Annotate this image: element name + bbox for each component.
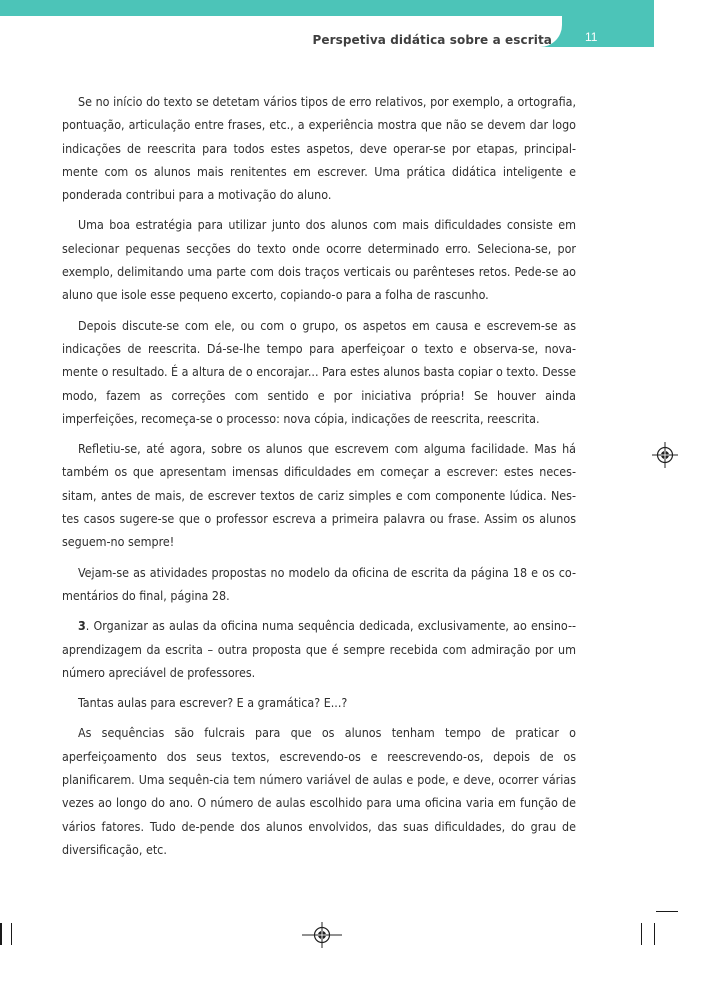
paragraph-7: Tantas aulas para escrever? E a gramática? E...? [78, 695, 348, 711]
crop-mark [641, 923, 642, 945]
item-text: . Organizar as aulas da oficina numa sequência dedicada, exclusivamente, ao ensino--aprendizagem da escrita – outra proposta que é sempre recebida com admiração por um número apreciável de professores. [62, 618, 576, 680]
crosshair-registration-icon [652, 442, 678, 468]
body-text [62, 90, 576, 868]
paragraph-8: As sequências são fulcrais para que os alunos tenham tempo de praticar o aperfeiçoamento dos seus textos, escrevendo-os e reescrevendo-os, depois de os planificarem. Uma sequên-cia tem número variável de aulas e pode, e deve, ocorrer várias vezes ao longo do ano. O número de aulas escolhido para uma oficina varia em função de vários fatores. Tudo de-pende dos alunos envolvidos, das suas dificuldades, do grau de diversificação, etc. [62, 725, 576, 857]
crosshair-registration-icon [302, 922, 342, 948]
paragraph-4: Refletiu-se, até agora, sobre os alunos que escrevem com alguma facilidade. Mas há também os que apresentam imensas dificuldades em começar a escrever: estes neces-sitam, antes de mais, de escrever textos de cariz simples e com componente lúdica. Nes-tes casos sugere-se que o professor escreva a primeira palavra ou frase. Assim os alunos seguem-no sempre! [62, 441, 576, 550]
paragraph-5: Vejam-se as atividades propostas no modelo da oficina de escrita da página 18 e os co-mentários do final, página 28. [62, 564, 576, 603]
paragraph-1: Se no início do texto se detetam vários tipos de erro relativos, por exemplo, a ortografia, pontuação, articulação entre frases, etc., a experiência mostra que não se devem dar logo indicações de reescrita para todos estes aspetos, deve operar-se por etapas, principal-mente com os alunos mais renitentes em escrever. Uma prática didática inteligente e ponderada contribui para a motivação do aluno. [62, 94, 576, 203]
crop-mark [654, 923, 655, 945]
crop-mark [0, 923, 2, 945]
paragraph-6 [62, 614, 576, 684]
crop-mark [656, 911, 678, 912]
running-header-title: Perspetiva didática sobre a escrita [312, 33, 552, 47]
page-number: 11 [585, 30, 598, 44]
header-band [0, 0, 654, 16]
paragraph-3: Depois discute-se com ele, ou com o grupo, os aspetos em causa e escrevem-se as indicações de reescrita. Dá-se-lhe tempo para aperfeiçoar o texto e observa-se, nova-mente o resultado. É a altura de o encorajar... Para estes alunos basta copiar o texto. Desse modo, fazem as correções com sentido e por iniciativa própria! Se houver ainda imperfeições, recomeça-se o processo: nova cópia, indicações de reescrita, reescrita. [62, 317, 576, 426]
crop-mark [11, 923, 12, 945]
item-number: 3 [78, 618, 86, 634]
paragraph-2: Uma boa estratégia para utilizar junto dos alunos com mais dificuldades consiste em selecionar pequenas secções do texto onde ocorre determinado erro. Seleciona-se, por exemplo, delimitando uma parte com dois traços verticais ou parênteses retos. Pede-se ao aluno que isole esse pequeno excerto, copiando-o para a folha de rascunho. [62, 217, 576, 303]
